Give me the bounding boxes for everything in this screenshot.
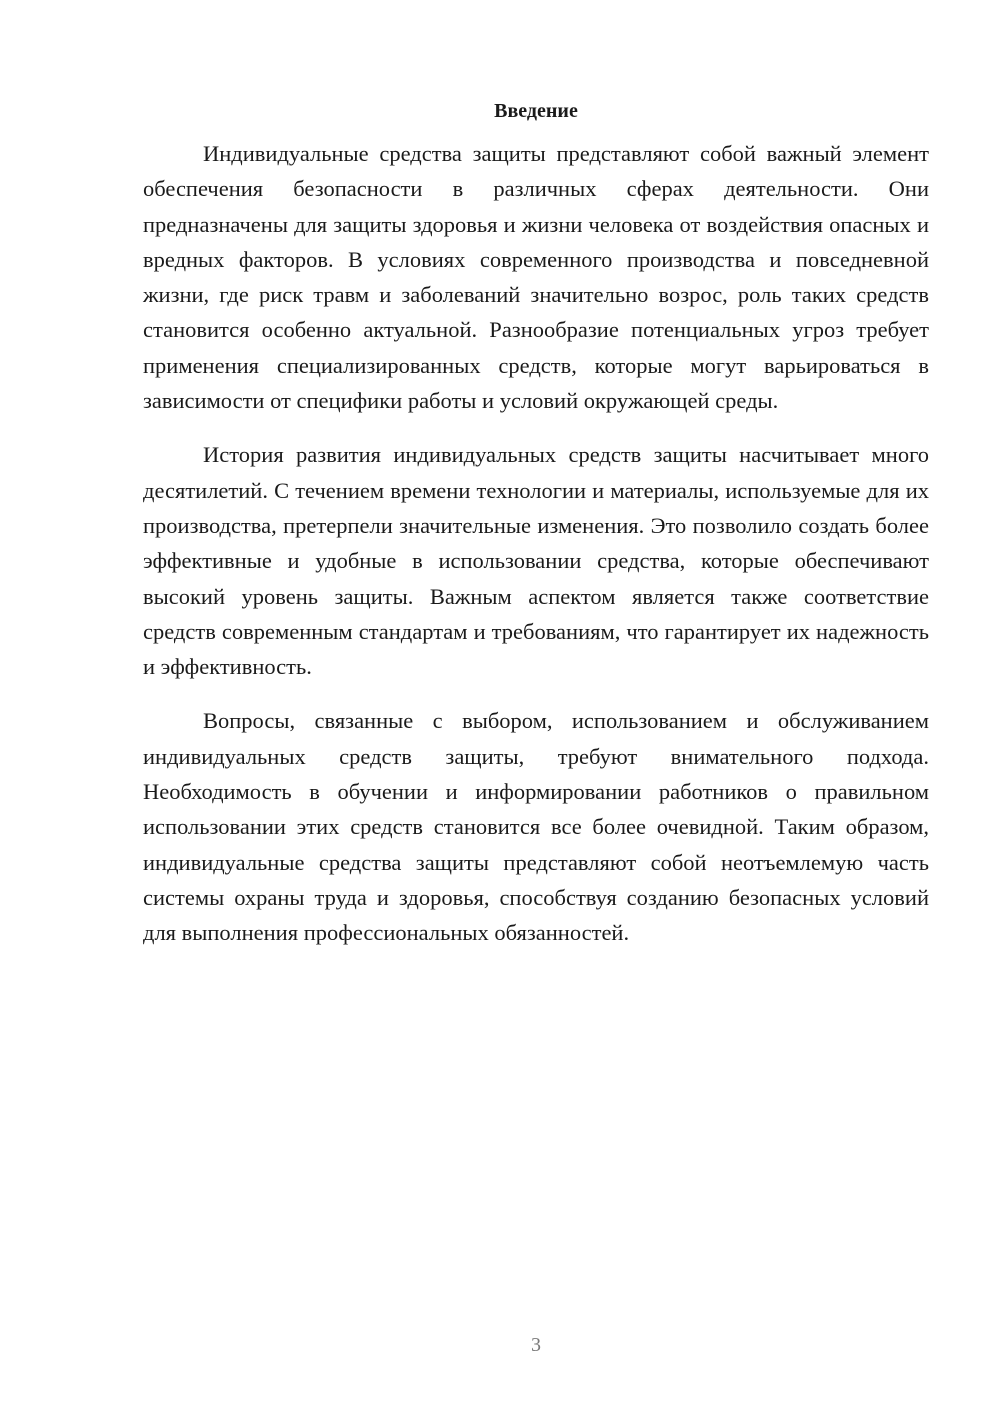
paragraph-usage: Вопросы, связанные с выбором, использованием и обслуживанием индивидуальных средств защиты, требуют внимательного подхода. Необходимость в обучении и информировании работников о правильном использовании этих средств становится все более очевидной. Таким образом, индивидуальные средства защиты представляют собой неотъемлемую часть системы охраны труда и здоровья, способствуя созданию безопасных условий для выполнения профессиональных обязанностей. — [143, 708, 929, 946]
paragraph-history: История развития индивидуальных средств защиты насчитывает много десятилетий. С течением времени технологии и материалы, используемые для их производства, претерпели значительные изменения. Это позволило создать более эффективные и удобные в использовании средства, которые обеспечивают высокий уровень защиты. Важным аспектом является также соответствие средств современным стандартам и требованиям, что гарантирует их надежность и эффективность. — [143, 442, 929, 680]
page-title: Введение — [494, 100, 578, 122]
page-content — [143, 96, 929, 951]
page-number: 3 — [531, 1334, 541, 1356]
paragraph-intro: Индивидуальные средства защиты представляют собой важный элемент обеспечения безопасности в различных сферах деятельности. Они предназначены для защиты здоровья и жизни человека от воздействия опасных и вредных факторов. В условиях современного производства и повседневной жизни, где риск травм и заболеваний значительно возрос, роль таких средств становится особенно актуальной. Разнообразие потенциальных угроз требует применения специализированных средств, которые могут варьироваться в зависимости от специфики работы и условий окружающей среды. — [143, 141, 929, 414]
